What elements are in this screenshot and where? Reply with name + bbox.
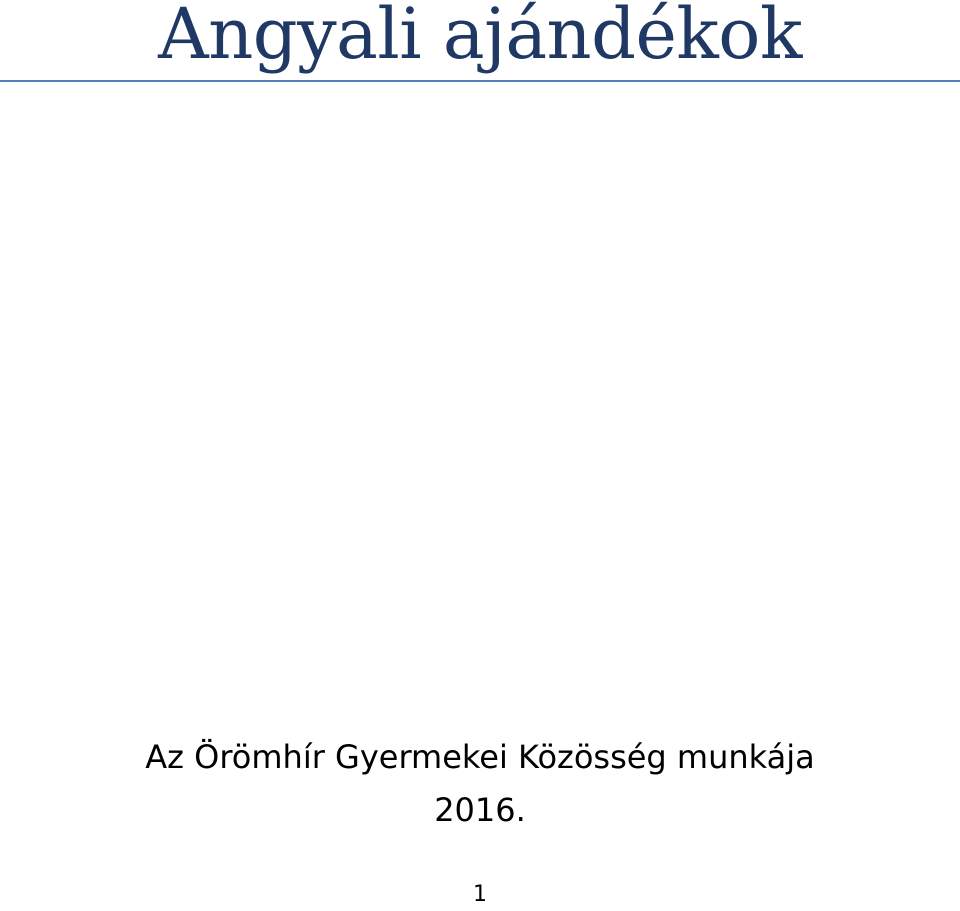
page-number: 1 (473, 882, 487, 907)
document-year: 2016. (434, 791, 526, 829)
title-underline-divider (0, 80, 960, 82)
document-title: Angyali ajándékok (158, 0, 802, 75)
document-subtitle: Az Örömhír Gyermekei Közösség munkája (145, 738, 815, 776)
